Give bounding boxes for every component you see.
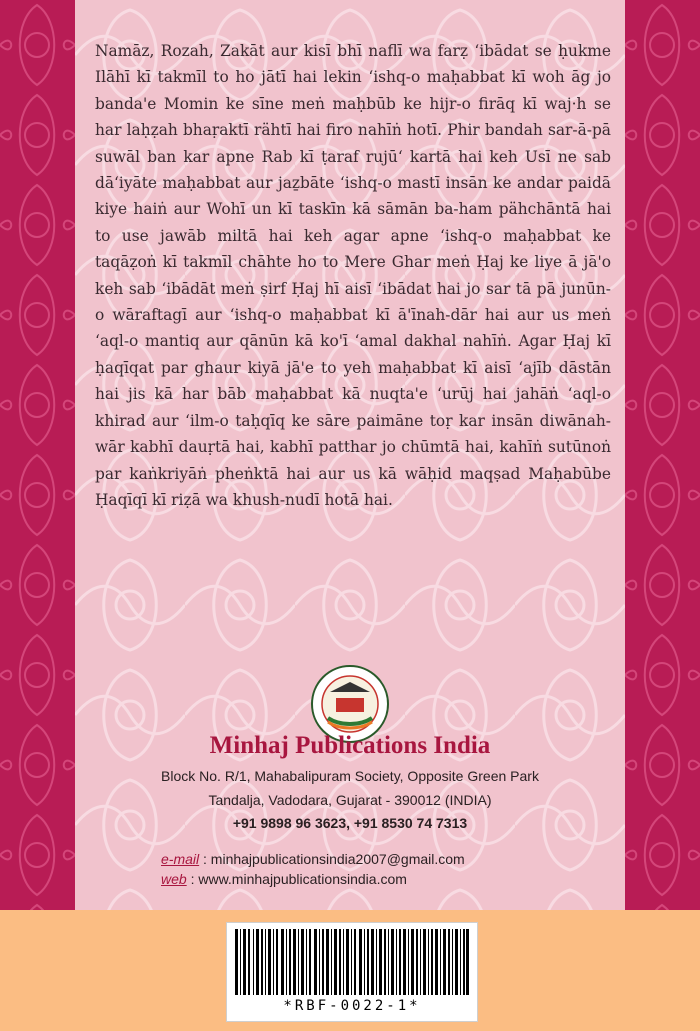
left-ornamental-border xyxy=(0,0,75,910)
website-link[interactable]: www.minhajpublicationsindia.com xyxy=(198,871,407,887)
email-line xyxy=(161,851,465,867)
right-ornamental-border xyxy=(625,0,700,910)
email-colon: : xyxy=(199,851,211,867)
web-line xyxy=(161,871,407,887)
web-label: web xyxy=(161,871,187,887)
barcode-number: *RBF-0022-1* xyxy=(283,998,421,1014)
web-colon: : xyxy=(186,871,199,887)
back-cover-panel xyxy=(75,0,625,910)
blurb-paragraph: Namāz, Rozah, Zakāt aur kisī bhī naflī wa farẓ ‘ibādat se ḥukme Ilāhī kī takmīl to ho jātī hai lekin ‘ishq-o maḥabbat kī woh āg jo banda'e Momin ke sīne meṅ maḥbūb ke hijr-o firāq kī waj·h se har laḥẓah bhaṛaktī rähtī hai firo nahīṅ hotī. Phir bandah sar-ā-pā suwāl ban kar apne Rab kī ṭaraf rujū‘ kartā hai keh Usī ne sab dā‘iyāte maḥabbat aur jaẕbāte ‘ishq-o mastī insān ke andar paidā kiye haiṅ aur Wohī un kī taskīn kā sāmān ba-ham pähchāntā hai to use jawāb miltā hai keh agar apne ‘ishq-o maḥabbat ke taqāẓoṅ kī takmīl chāhte ho to Mere Ghar meṅ Ḥaj ke liye ā jā'o keh sab ‘ibādāt meṅ ṣirf Ḥaj hī aisī ‘ibādat hai jo sar tā pā junūn-o wāraftagī aur ‘ishq-o maḥabbat kī ā'īnah-dār hai aur us meṅ ‘aql-o mantiq aur qānūn kā ko'ī ‘amal dakhal nahīṅ. Agar Ḥaj kī ḥaqīqat par ghaur kiyā jā'e to yeh maḥabbat kī aisī ‘ajīb dāstān hai jis kā har bāb maḥabbat kā nuqta'e ‘urūj hai jahāṅ ‘aql-o khirad aur ‘ilm-o taḥqīq ke sāre paimāne toṛ kar insān diwānah-wār kabhī dauṛtā hai, kabhī patthar jo chūmtā hai, kahīṅ sutūnoṅ par kaṅkriyāṅ pheṅktā hai aur us kā wāḥid maqṣad Maḥabūbe Ḥaqīqī kī riẓā wa khush-nudī hotā hai. xyxy=(95,42,611,509)
address-line-2: Tandalja, Vadodara, Gujarat - 390012 (INDIA) xyxy=(208,792,492,808)
address-line-1: Block No. R/1, Mahabalipuram Society, Opposite Green Park xyxy=(161,768,539,784)
email-label: e-mail xyxy=(161,851,200,867)
phone-numbers: +91 9898 96 3623, +91 8530 74 7313 xyxy=(232,815,468,831)
publisher-name: Minhaj Publications India xyxy=(209,732,491,759)
email-address-link[interactable]: minhajpublicationsindia2007@gmail.com xyxy=(210,851,465,867)
barcode-box xyxy=(226,922,478,1022)
barcode-icon xyxy=(235,929,469,995)
